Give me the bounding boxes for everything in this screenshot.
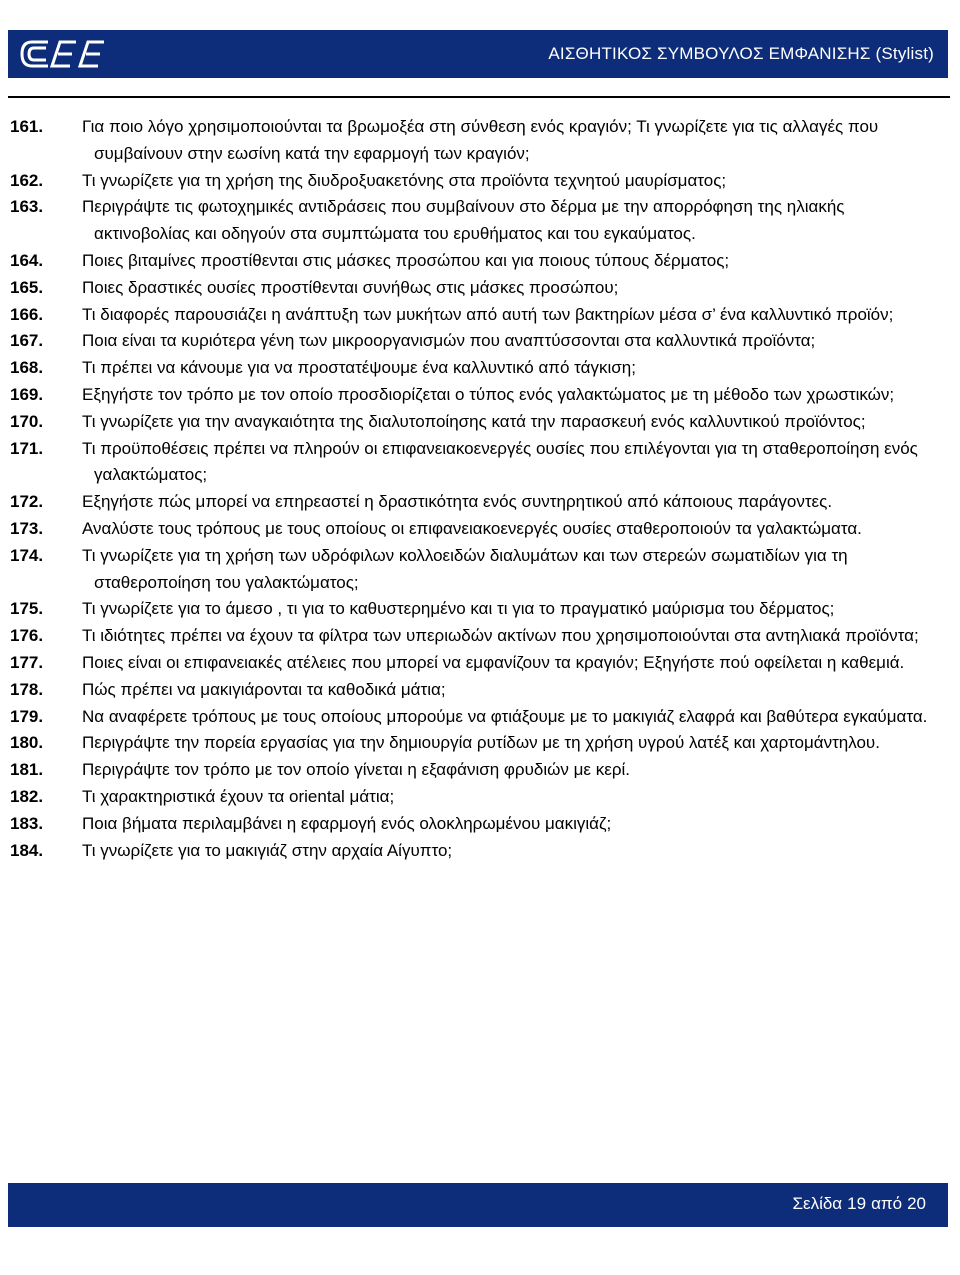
question-text: Για ποιο λόγο χρησιμοποιούνται τα βρωμοξέα στη σύνθεση ενός κραγιόν; Τι γνωρίζετε για τις αλλαγές που συμβαίνουν στην εωσίνη κατά την εφαρμογή των κραγιόν; <box>82 117 879 163</box>
question-item <box>10 275 940 302</box>
question-item <box>10 436 940 490</box>
question-text: Τι γνωρίζετε για το μακιγιάζ στην αρχαία Αίγυπτο; <box>82 840 453 860</box>
question-item <box>10 489 940 516</box>
question-number: 161. <box>10 117 44 136</box>
question-text: Εξηγήστε τον τρόπο με τον οποίο προσδιορίζεται ο τύπος ενός γαλακτώματος με τη μέθοδο των χρωστικών; <box>82 384 895 404</box>
question-text: Περιγράψτε τις φωτοχημικές αντιδράσεις που συμβαίνουν στο δέρμα με την απορρόφηση της ηλιακής ακτινοβολίας και οδηγούν στα συμπτώματα του ερυθήματος και του εγκαύματος. <box>82 197 845 244</box>
question-text: Εξηγήστε πώς μπορεί να επηρεαστεί η δραστικότητα ενός συντηρητικού από κάποιους παράγοντες. <box>82 492 833 512</box>
question-number: 163. <box>10 197 44 217</box>
page-total: 20 <box>907 1194 926 1213</box>
question-number: 179. <box>10 706 44 726</box>
question-item <box>10 704 940 731</box>
question-item <box>10 811 940 838</box>
question-item <box>10 355 940 382</box>
page-label: Σελίδα <box>792 1194 843 1213</box>
question-item <box>10 730 940 757</box>
question-text: Τι διαφορές παρουσιάζει η ανάπτυξη των μυκήτων από αυτή των βακτηρίων μέσα σ’ ένα καλλυντικό προϊόν; <box>82 304 894 324</box>
question-list <box>10 114 940 864</box>
question-item <box>10 757 940 784</box>
page-indicator <box>792 1194 926 1214</box>
question-item <box>10 114 940 168</box>
question-number: 162. <box>10 170 44 190</box>
document-title: ΑΙΣΘΗΤΙΚΟΣ ΣΥΜΒΟΥΛΟΣ ΕΜΦΑΝΙΣΗΣ (Stylist) <box>548 44 934 63</box>
question-text: Αναλύστε τους τρόπους με τους οποίους οι επιφανειακοενεργές ουσίες σταθεροποιούν τα γαλακτώματα. <box>82 518 862 538</box>
question-number: 171. <box>10 438 44 458</box>
question-text: Ποια βήματα περιλαμβάνει η εφαρμογή ενός ολοκληρωμένου μακιγιάζ; <box>82 813 612 833</box>
question-text: Τι πρέπει να κάνουμε για να προστατέψουμε ένα καλλυντικό από τάγκιση; <box>82 358 636 378</box>
question-number: 167. <box>10 331 44 351</box>
question-text: Τι ιδιότητες πρέπει να έχουν τα φίλτρα των υπεριωδών ακτίνων που χρησιμοποιούνται στα αντηλιακά προϊόντα; <box>82 626 919 646</box>
question-number: 182. <box>10 786 44 806</box>
question-number: 172. <box>10 492 44 512</box>
question-number: 178. <box>10 679 44 699</box>
question-text: Τι γνωρίζετε για τη χρήση των υδρόφιλων κολλοειδών διαλυμάτων και των στερεών σωματιδίων για τη σταθεροποίηση του γαλακτώματος; <box>82 545 848 592</box>
question-item <box>10 838 940 865</box>
question-item <box>10 650 940 677</box>
question-number: 176. <box>10 626 44 646</box>
question-number: 165. <box>10 277 44 297</box>
question-number: 181. <box>10 760 44 780</box>
question-item <box>10 784 940 811</box>
question-item <box>10 677 940 704</box>
question-item <box>10 328 940 355</box>
question-number: 173. <box>10 518 44 538</box>
question-item <box>10 382 940 409</box>
question-text: Τι γνωρίζετε για την αναγκαιότητα της διαλυτοποίησης κατά την παρασκευή ενός καλλυντικού προϊόντος; <box>82 411 866 431</box>
header-divider <box>8 96 950 98</box>
question-number: 180. <box>10 733 44 753</box>
question-text: Ποιες δραστικές ουσίες προστίθενται συνήθως στις μάσκες προσώπου; <box>82 277 619 297</box>
question-number: 183. <box>10 813 44 833</box>
question-item <box>10 596 940 623</box>
page-number: 19 <box>847 1194 867 1213</box>
question-number: 164. <box>10 250 44 270</box>
question-text: Πώς πρέπει να μακιγιάρονται τα καθοδικά μάτια; <box>82 679 446 699</box>
question-item <box>10 543 940 597</box>
question-text: Τι προϋποθέσεις πρέπει να πληρούν οι επιφανειακοενεργές ουσίες που επιλέγονται για τη σταθεροποίηση ενός γαλακτώματος; <box>82 438 918 485</box>
question-item <box>10 168 940 195</box>
question-number: 168. <box>10 358 44 378</box>
question-text: Τι χαρακτηριστικά έχουν τα oriental μάτια; <box>82 786 395 806</box>
question-number: 169. <box>10 384 44 404</box>
question-text: Ποιες είναι οι επιφανειακές ατέλειες που μπορεί να εμφανίζουν τα κραγιόν; Εξηγήστε πού οφείλεται η καθεμιά. <box>82 652 905 672</box>
page-of-label: από <box>871 1194 903 1213</box>
question-number: 166. <box>10 304 44 324</box>
question-item <box>10 623 940 650</box>
question-text: Ποιες βιταμίνες προστίθενται στις μάσκες προσώπου και για ποιους τύπους δέρματος; <box>82 250 730 270</box>
question-text: Τι γνωρίζετε για το άμεσο , τι για το καθυστερημένο και τι για το πραγματικό μαύρισμα του δέρματος; <box>82 599 835 619</box>
question-text: Περιγράψτε την πορεία εργασίας για την δημιουργία ρυτίδων με τη χρήση υγρού λατέξ και χαρτομάντηλου. <box>82 733 880 753</box>
question-number: 175. <box>10 599 44 619</box>
question-number: 174. <box>10 545 44 565</box>
question-item <box>10 248 940 275</box>
question-item <box>10 409 940 436</box>
question-text: Ποια είναι τα κυριότερα γένη των μικροοργανισμών που αναπτύσσονται στα καλλυντικά προϊόντα; <box>82 331 816 351</box>
question-number: 177. <box>10 652 44 672</box>
cee-logo <box>18 34 118 74</box>
question-item <box>10 302 940 329</box>
question-number: 170. <box>10 411 44 431</box>
question-number: 184. <box>10 840 44 860</box>
question-item <box>10 194 940 248</box>
question-text: Τι γνωρίζετε για τη χρήση της διυδροξυακετόνης στα προϊόντα τεχνητού μαυρίσματος; <box>82 170 727 190</box>
question-text: Να αναφέρετε τρόπους με τους οποίους μπορούμε να φτιάξουμε με το μακιγιάζ ελαφρά και βαθύτερα εγκαύματα. <box>82 706 928 726</box>
question-item <box>10 516 940 543</box>
question-text: Περιγράψτε τον τρόπο με τον οποίο γίνεται η εξαφάνιση φρυδιών με κερί. <box>82 760 630 780</box>
